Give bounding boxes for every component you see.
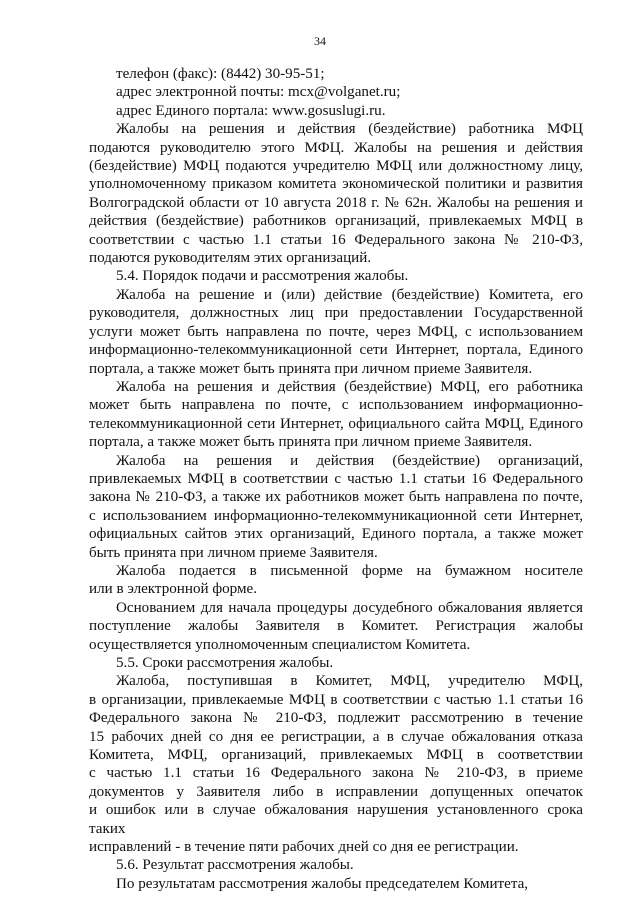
paragraph-line: Жалоба на решения и действия (бездействие) организаций, xyxy=(116,452,583,469)
paragraph-line: Волгоградской области от 10 августа 2018 г. № 62н. Жалобы на решения и xyxy=(89,194,583,211)
paragraph-line: По результатам рассмотрения жалобы председателем Комитета, xyxy=(116,875,529,892)
paragraph-line: руководителя, должностных лиц при предоставлении Государственной xyxy=(89,305,583,322)
paragraph xyxy=(89,875,583,893)
paragraph xyxy=(89,672,583,856)
paragraph-line: Основанием для начала процедуры досудебного обжалования является xyxy=(116,599,583,616)
paragraph xyxy=(89,120,583,267)
paragraph-line: официальных сайтов этих организаций, Единого портала, а также может xyxy=(89,526,583,543)
paragraph-line: (бездействие) МФЦ подаются учредителю МФЦ или должностному лицу, xyxy=(89,158,583,175)
paragraph xyxy=(89,452,583,562)
paragraph-line: или в электронной форме. xyxy=(89,581,258,598)
paragraph-line: может быть направлена по почте, с использованием информационно- xyxy=(89,397,583,414)
contact-portal: адрес Единого портала: www.gosuslugi.ru. xyxy=(116,102,386,119)
paragraph-line: осуществляется уполномоченным специалистом Комитета. xyxy=(89,636,471,653)
paragraph-line: Жалобы на решения и действия (бездействие) работника МФЦ xyxy=(116,121,583,138)
paragraph-line: в организации, привлекаемые МФЦ в соответствии с частью 1.1 статьи 16 xyxy=(89,691,583,708)
paragraph-line: Федерального закона № 210-ФЗ, подлежит рассмотрению в течение xyxy=(89,710,583,727)
section-heading xyxy=(89,856,583,874)
paragraph-line: Комитета, МФЦ, организаций, привлекаемых МФЦ в соответствии xyxy=(89,747,583,764)
paragraph-line: 5.5. Сроки рассмотрения жалобы. xyxy=(116,655,334,671)
paragraph-line: Жалоба подается в письменной форме на бумажном носителе xyxy=(116,562,583,579)
paragraph-line: Жалоба на решение и (или) действие (бездействие) Комитета, его xyxy=(116,286,583,303)
document-body xyxy=(89,65,583,893)
paragraph-line: Жалоба на решения и действия (бездействие) МФЦ, его работника xyxy=(116,378,583,395)
paragraph-line: подаются руководителям этих организаций. xyxy=(89,250,372,267)
paragraph-line: портала, а также может быть принята при личном приеме Заявителя. xyxy=(89,360,533,377)
paragraph xyxy=(89,562,583,599)
paragraph-line: действия (бездействие) работников организаций, привлекаемых МФЦ в xyxy=(89,213,583,230)
paragraph-line: 15 рабочих дней со дня ее регистрации, а в случае обжалования отказа xyxy=(89,728,583,745)
section-heading xyxy=(89,654,583,672)
paragraph-line: и ошибок или в случае обжалования нарушения установленного срока таких xyxy=(89,802,583,837)
contact-email: адрес электронной почты: mcx@volganet.ru; xyxy=(116,84,401,101)
paragraph xyxy=(89,599,583,654)
paragraph-line: привлекаемых МФЦ в соответствии с частью 1.1 статьи 16 Федерального xyxy=(89,470,583,487)
paragraph-line: соответствии с частью 1.1 статьи 16 Федерального закона № 210-ФЗ, xyxy=(89,231,583,248)
paragraph-line: исправлений - в течение пяти рабочих дней со дня ее регистрации. xyxy=(89,839,519,856)
paragraph-line: уполномоченному приказом комитета экономической политики и развития xyxy=(89,176,583,193)
paragraph-line: Жалоба, поступившая в Комитет, МФЦ, учредителю МФЦ, xyxy=(116,673,583,690)
section-heading xyxy=(89,267,583,285)
paragraph-line: подаются руководителю этого МФЦ. Жалобы на решения и действия xyxy=(89,139,583,156)
paragraph-list xyxy=(89,120,583,893)
paragraph-line: закона № 210-ФЗ, а также их работников может быть направлена по почте, xyxy=(89,489,583,506)
page-number: 34 xyxy=(314,34,326,48)
paragraph-line: с использованием информационно-телекоммуникационной сети Интернет, xyxy=(89,507,583,524)
paragraph xyxy=(89,378,583,452)
paragraph-line: услуги может быть направлена по почте, через МФЦ, с использованием xyxy=(89,323,583,340)
paragraph-line: поступление жалобы Заявителя в Комитет. Регистрация жалобы xyxy=(89,618,583,635)
contact-block xyxy=(89,65,583,120)
paragraph xyxy=(89,286,583,378)
paragraph-line: документов у Заявителя либо в исправлении допущенных опечаток xyxy=(89,783,583,800)
paragraph-line: информационно-телекоммуникационной сети Интернет, портала, Единого xyxy=(89,342,583,359)
paragraph-line: 5.6. Результат рассмотрения жалобы. xyxy=(116,857,354,874)
paragraph-line: 5.4. Порядок подачи и рассмотрения жалобы. xyxy=(116,268,409,285)
contact-phone: телефон (факс): (8442) 30-95-51; xyxy=(116,66,325,82)
paragraph-line: телекоммуникационной сети Интернет, официального сайта МФЦ, Единого xyxy=(89,415,583,432)
paragraph-line: с частью 1.1 статьи 16 Федерального закона № 210-ФЗ, в приеме xyxy=(89,765,583,782)
paragraph-line: портала, а также может быть принята при личном приеме Заявителя. xyxy=(89,434,533,451)
paragraph-line: быть принята при личном приеме Заявителя. xyxy=(89,544,378,561)
